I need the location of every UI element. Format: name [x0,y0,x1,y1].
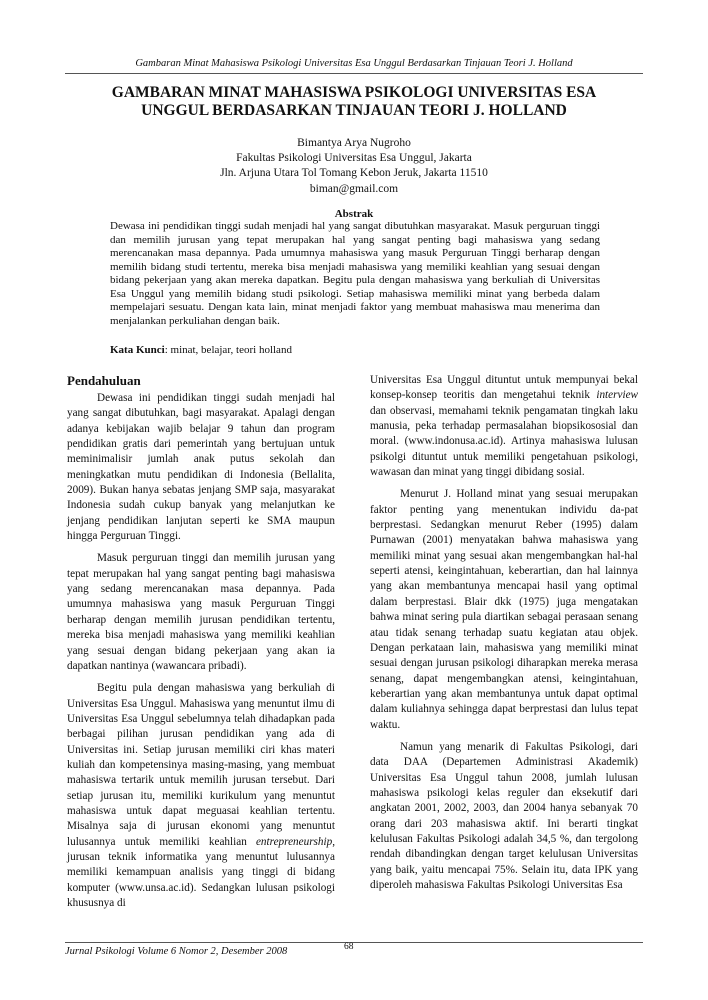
paragraph-5: Namun yang menarik di Fakultas Psikologi, dari data DAA (Departemen Administrasi Akademik) Universitas Esa Unggul tahun 2008, jumlah lulusan mahasiswa psikologi kelas reguler dan eksekutif dari angkatan 2001, 2002, 2003, dan 2004 hanya sebanyak 70 orang dari 203 mahasiswa aktif. Ini berarti tingkat kelulusan Fakultas Psikologi adalah 34,5 %, dan tergolong rendah dibandingkan dengan target kelulusan Universitas yang baik, yaitu mencapai 75%. Selain itu, data IPK yang diperoleh mahasiswa Fakultas Psikologi Universitas Esa [370,740,638,891]
paragraph-3-cont-text-a: Universitas Esa Unggul dituntut untuk mempunyai bekal konsep-konsep teoritis dan mengetahui teknik [370,374,638,402]
page-number: 68 [344,942,354,952]
author-affiliation: Fakultas Psikologi Universitas Esa Unggul, Jakarta [236,152,472,165]
author-name: Bimantya Arya Nugroho [297,137,411,149]
keywords-label: Kata Kunci [110,344,165,356]
paragraph-3-continued [370,373,638,480]
left-column [67,373,335,911]
keywords-text: : minat, belajar, teori holland [164,344,292,356]
author-address: Jln. Arjuna Utara Tol Tomang Kebon Jeruk, Jakarta 11510 [220,167,488,180]
keywords [110,344,600,356]
paragraph-3-cont-italic-term: interview [596,389,638,402]
title-line-2: UNGGUL BERDASARKAN TINJAUAN TEORI J. HOLLAND [141,102,567,119]
right-column [370,373,638,893]
paragraph-1: Dewasa ini pendidikan tinggi sudah menjadi hal yang sangat dibutuhkan, bagi masyarakat. Apalagi dengan adanya kebijakan wajib belajar 9 tahun dan program pendidikan gratis dari pemerintah yang bertujuan untuk meminimalisir jumlah anak putus sekolah dan meningkatkan mutu pendidikan di Indonesia (Bellalita, 2009). Bukan hanya sebatas jenjang SMP saja, masyarakat Indonesia sudah cukup banyak yang melanjutkan ke jenjang pendidikan lanjutan seperti ke SMA maupun hingga Perguruan Tinggi. [67,392,335,543]
journal-name: Jurnal Psikologi Volume 6 Nomor 2, Desember 2008 [65,946,288,957]
paragraph-4: Menurut J. Holland minat yang sesuai merupakan faktor penting yang menentukan individu da-pat berprestasi. Sedangkan menurut Reber (1995) dalam Purnawan (2001) menyatakan bahwa mahasiswa yang memiliki minat yang sesuai akan mengembangkan hal-hal seperti atensi, keingintahuan, keberartian, dan hal lainnya yang akan membantunya mencapai hasil yang optimal dalam berprestasi. Blair dkk (1975) juga mengatakan bahwa minat sering pula diartikan sebagai perasaan senang atau tidak senang terhadap suatu kegiatan atau objek. Dengan perkataan lain, mahasiswa yang memiliki minat sesuai dengan jurusan psikologi diharapkan mereka merasa senang, dapat mengembangkan atensi, keingintahuan, keberartian yang akan membantunya untuk dapat optimal dalam kuliahnya sehingga dapat berprestasi dan lulus tepat waktu. [370,488,638,731]
paragraph-3-italic-term: entrepreneurship [255,835,333,848]
paragraph-3-text-b: , jurusan teknik informatika yang menuntut lulusannya memiliki kemampuan analisis yang tinggi di bidang komputer (www.unsa.ac.id). Sedangkan lulusan psikologi khususnya di [67,835,335,909]
abstract-body [110,220,600,328]
header-rule [65,73,643,74]
paper-title [40,84,668,120]
title-line-1: GAMBARAN MINAT MAHASISWA PSIKOLOGI UNIVERSITAS ESA [111,84,597,101]
author-block [0,136,708,197]
paragraph-2: Masuk perguruan tinggi dan memilih jurusan yang tepat merupakan hal yang sangat penting bagi mahasiswa yang sedang merencanakan masa depannya. Pada umumnya mahasiswa yang masuk Perguruan Tinggi berharap dengan memilih jurusan pendidikan tertentu, mereka bisa menjadi mahasiswa yang memiliki keahlian yang sesuai dengan bidang pekerjaan yang akan ia dapatkan nantinya (wawancara pribadi). [67,552,335,672]
footer-rule [65,942,643,943]
paragraph-3-cont-text-b: dan observasi, memahami teknik pengamatan tingkah laku manusia, peka terhadap permasalahan biopsikososial dan moral. (www.indonusa.ac.id). Artinya mahasiswa lulusan psikolgi dituntut untuk memiliki pengetahuan psikologi, wawasan dan minat yang tinggi dibidang sosial. [370,404,638,479]
author-email: biman@gmail.com [309,182,399,195]
section-heading: Pendahuluan [67,373,141,388]
paragraph-3-text-a: Begitu pula dengan mahasiswa yang berkuliah di Universitas Esa Unggul. Mahasiswa yang menuntut ilmu di Universitas Esa Unggul sebelumnya telah dihadapkan pada berbagai pilihan jurusan pendidikan yang ada di Universitas ini. Setiap jurusan memiliki ciri khas materi kuliah dan kompetensinya masing-masing, yang membuat mahasiswa tertarik untuk memilih jurusan tersebut. Dari setiap jurusan itu, memiliki kurikulum yang menuntut mahasiswa untuk dapat meguasai keahlian tertentu. Misalnya saja di jurusan ekonomi yang menuntut lulusannya untuk memiliki keahlian [67,682,335,848]
paragraph-3 [67,681,335,911]
abstract-text: Dewasa ini pendidikan tinggi sudah menjadi hal yang sangat dibutuhkan masyarakat. Masuk perguruan tinggi dan memilih jurusan yang tepat merupakan hal yang sangat penting bagi mahasiswa yang sedang merencanakan masa depannya. Pada umumnya mahasiswa yang masuk Perguruan Tinggi berharap dengan memilih bidang studi tertentu, mereka bisa menjadi mahasiswa yang memiliki keahlian yang sesuai dengan bidang pekerjaan yang akan mereka dapatkan. Begitu pula dengan mahasiswa yang berkuliah di Universitas Esa Unggul yang memilih bidang studi psikologi. Setiap mahasiswa memiliki minat yang berbeda dalam mempelajari sesuatu. Dengan kata lain, minat menjadi faktor yang membuat mahasiswa mau menerima dan menjalankan perkuliahan dengan baik. [110,220,600,327]
running-head: Gambaran Minat Mahasiswa Psikologi Universitas Esa Unggul Berdasarkan Tinjauan Teori J. Holland [135,58,573,69]
abstract-heading: Abstrak [334,208,374,220]
